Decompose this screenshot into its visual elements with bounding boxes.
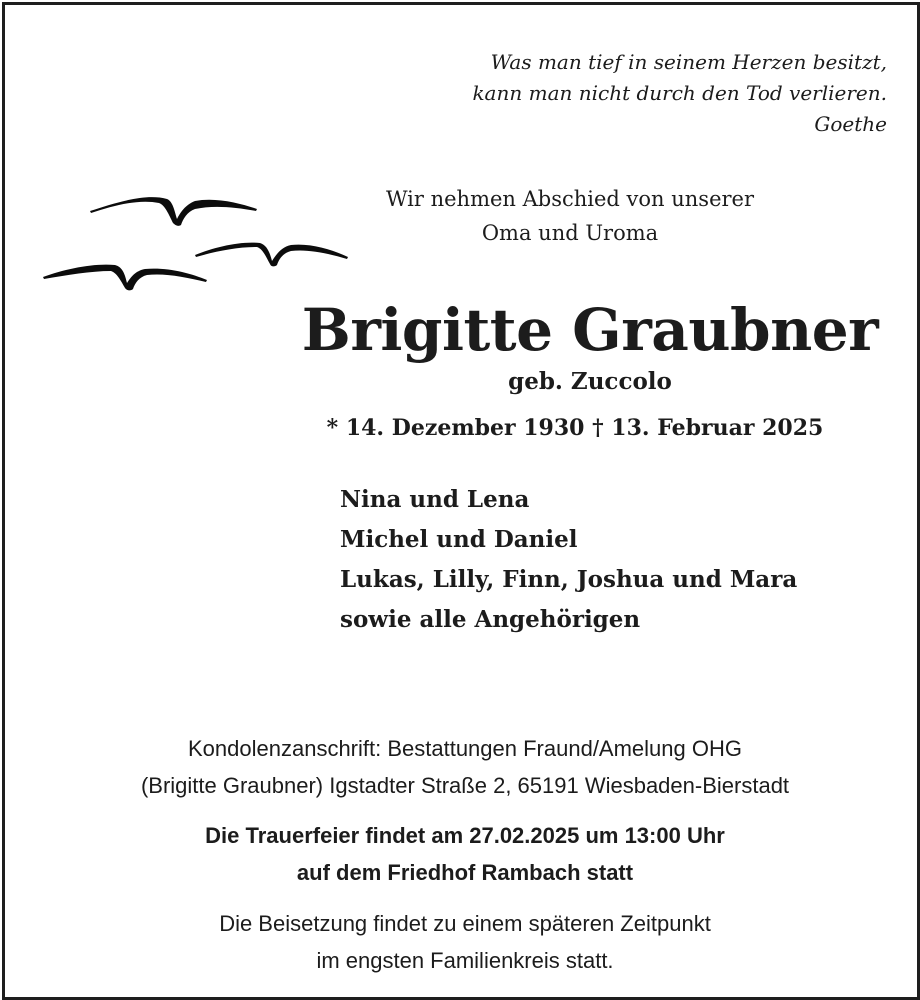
intro-line: Oma und Uroma: [481, 221, 659, 245]
quote-line: kann man nicht durch den Tod verlieren.: [472, 81, 887, 105]
burial-line: Die Beisetzung findet zu einem späteren Zeitpunkt: [219, 911, 711, 936]
condolence-address: [5, 730, 920, 804]
ceremony-line: auf dem Friedhof Rambach statt: [296, 860, 634, 885]
quote-author: Goethe: [814, 112, 887, 136]
mourner-line: sowie alle Angehörigen: [340, 606, 641, 633]
funeral-ceremony-info: [5, 817, 920, 891]
mourner-line: Nina und Lena: [340, 486, 530, 513]
obituary-frame: [2, 2, 920, 1000]
burial-info: [5, 905, 920, 979]
life-dates: * 14. Dezember 1930 † 13. Februar 2025: [326, 415, 824, 441]
mourner-line: Lukas, Lilly, Finn, Joshua und Mara: [340, 566, 798, 593]
bird-icon: [43, 265, 207, 291]
mourners-list: [340, 480, 797, 640]
ceremony-line: Die Trauerfeier findet am 27.02.2025 um 13:00 Uhr: [205, 823, 725, 848]
quote-block: [472, 47, 887, 140]
intro-line: Wir nehmen Abschied von unserer: [385, 187, 755, 211]
deceased-name: Brigitte Graubner: [301, 296, 879, 364]
maiden-name: geb. Zuccolo: [508, 368, 672, 395]
condolence-line: Kondolenzanschrift: Bestattungen Fraund/Amelung OHG: [188, 736, 742, 761]
mourner-line: Michel und Daniel: [340, 526, 578, 553]
farewell-intro: [305, 182, 835, 250]
bird-icon: [90, 197, 257, 226]
burial-line: im engsten Familienkreis statt.: [316, 948, 614, 973]
condolence-line: (Brigitte Graubner) Igstadter Straße 2, 65191 Wiesbaden-Bierstadt: [140, 773, 790, 798]
quote-line: Was man tief in seinem Herzen besitzt,: [490, 50, 887, 74]
